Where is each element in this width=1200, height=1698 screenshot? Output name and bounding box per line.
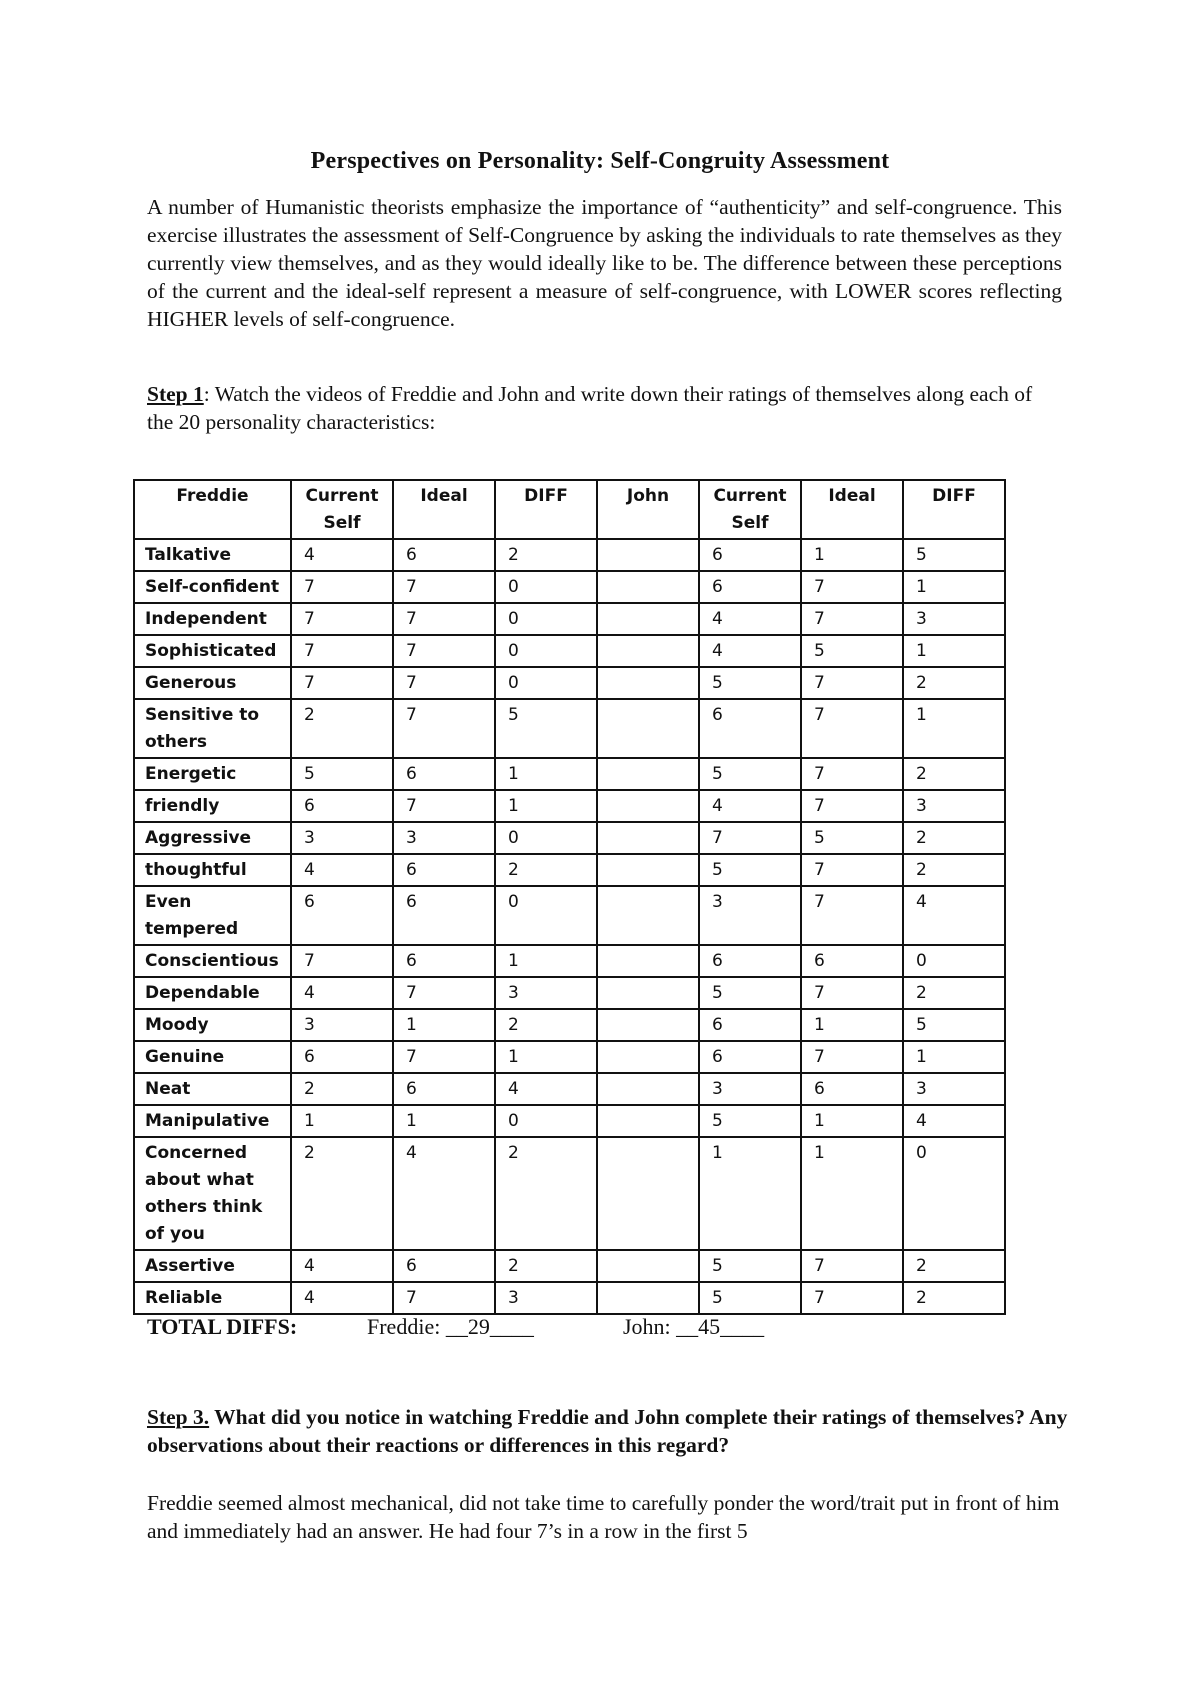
john-diff-cell: 1 bbox=[903, 1041, 1005, 1073]
freddie-current-cell: 7 bbox=[291, 667, 393, 699]
john-cell bbox=[597, 1073, 699, 1105]
freddie-current-cell: 6 bbox=[291, 790, 393, 822]
john-ideal-cell: 7 bbox=[801, 1250, 903, 1282]
table-row bbox=[134, 1282, 1005, 1314]
freddie-ideal-cell: 1 bbox=[393, 1009, 495, 1041]
john-current-cell: 5 bbox=[699, 1105, 801, 1137]
john-ideal-cell: 1 bbox=[801, 1105, 903, 1137]
freddie-diff-cell: 0 bbox=[495, 822, 597, 854]
trait-cell: Reliable bbox=[134, 1282, 291, 1314]
freddie-diff-cell: 2 bbox=[495, 1009, 597, 1041]
john-ideal-cell: 6 bbox=[801, 945, 903, 977]
john-current-cell: 4 bbox=[699, 635, 801, 667]
trait-cell: Concerned about what others think of you bbox=[134, 1137, 291, 1250]
freddie-ideal-cell: 7 bbox=[393, 699, 495, 758]
john-cell bbox=[597, 1137, 699, 1250]
header-john-ideal: Ideal bbox=[801, 480, 903, 539]
trait-cell: Dependable bbox=[134, 977, 291, 1009]
john-diff-cell: 2 bbox=[903, 854, 1005, 886]
freddie-ideal-cell: 7 bbox=[393, 571, 495, 603]
freddie-diff-cell: 0 bbox=[495, 603, 597, 635]
trait-cell: Genuine bbox=[134, 1041, 291, 1073]
freddie-current-cell: 6 bbox=[291, 1041, 393, 1073]
freddie-diff-cell: 0 bbox=[495, 886, 597, 945]
john-diff-cell: 4 bbox=[903, 1105, 1005, 1137]
john-cell bbox=[597, 635, 699, 667]
freddie-current-cell: 2 bbox=[291, 1073, 393, 1105]
freddie-current-cell: 4 bbox=[291, 977, 393, 1009]
john-current-cell: 6 bbox=[699, 699, 801, 758]
john-ideal-cell: 7 bbox=[801, 667, 903, 699]
john-ideal-cell: 7 bbox=[801, 854, 903, 886]
freddie-diff-cell: 1 bbox=[495, 1041, 597, 1073]
john-ideal-cell: 1 bbox=[801, 1137, 903, 1250]
john-ideal-cell: 7 bbox=[801, 1041, 903, 1073]
table-row bbox=[134, 1009, 1005, 1041]
john-current-cell: 1 bbox=[699, 1137, 801, 1250]
john-current-cell: 5 bbox=[699, 977, 801, 1009]
total-diffs-line bbox=[147, 1314, 764, 1340]
table-row bbox=[134, 603, 1005, 635]
freddie-diff-cell: 0 bbox=[495, 635, 597, 667]
john-diff-cell: 5 bbox=[903, 1009, 1005, 1041]
john-diff-cell: 1 bbox=[903, 635, 1005, 667]
table-row bbox=[134, 790, 1005, 822]
table-row bbox=[134, 699, 1005, 758]
freddie-ideal-cell: 7 bbox=[393, 635, 495, 667]
header-freddie-ideal: Ideal bbox=[393, 480, 495, 539]
table-row bbox=[134, 758, 1005, 790]
freddie-current-cell: 3 bbox=[291, 1009, 393, 1041]
freddie-ideal-cell: 7 bbox=[393, 603, 495, 635]
freddie-current-cell: 5 bbox=[291, 758, 393, 790]
step3-label: Step 3. bbox=[147, 1405, 210, 1429]
table-row bbox=[134, 854, 1005, 886]
table-row bbox=[134, 1105, 1005, 1137]
freddie-ideal-cell: 4 bbox=[393, 1137, 495, 1250]
trait-cell: Manipulative bbox=[134, 1105, 291, 1137]
table-header-row bbox=[134, 480, 1005, 539]
freddie-ideal-cell: 3 bbox=[393, 822, 495, 854]
freddie-diff-cell: 4 bbox=[495, 1073, 597, 1105]
freddie-diff-cell: 2 bbox=[495, 1137, 597, 1250]
john-current-cell: 3 bbox=[699, 886, 801, 945]
freddie-diff-cell: 0 bbox=[495, 571, 597, 603]
freddie-current-cell: 6 bbox=[291, 886, 393, 945]
john-diff-cell: 3 bbox=[903, 790, 1005, 822]
freddie-ideal-cell: 6 bbox=[393, 758, 495, 790]
freddie-diff-cell: 1 bbox=[495, 790, 597, 822]
table-row bbox=[134, 886, 1005, 945]
header-freddie: Freddie bbox=[134, 480, 291, 539]
john-diff-cell: 0 bbox=[903, 945, 1005, 977]
john-cell bbox=[597, 886, 699, 945]
john-ideal-cell: 5 bbox=[801, 822, 903, 854]
john-current-cell: 4 bbox=[699, 603, 801, 635]
john-diff-cell: 3 bbox=[903, 1073, 1005, 1105]
freddie-diff-cell: 0 bbox=[495, 667, 597, 699]
intro-paragraph: A number of Humanistic theorists emphasize the importance of “authenticity” and self-congruence. This exercise illustrates the assessment of Self-Congruence by asking the individuals to rate themselves as they currently view themselves, and as they would ideally like to be. The difference between these perceptions of the current and the ideal-self represent a measure of self-congruence, with LOWER scores reflecting HIGHER levels of self-congruence. bbox=[147, 195, 1062, 331]
freddie-diff-cell: 1 bbox=[495, 758, 597, 790]
freddie-current-cell: 7 bbox=[291, 635, 393, 667]
trait-cell: Moody bbox=[134, 1009, 291, 1041]
john-diff-cell: 1 bbox=[903, 699, 1005, 758]
freddie-current-cell: 4 bbox=[291, 1250, 393, 1282]
john-current-cell: 5 bbox=[699, 1282, 801, 1314]
john-ideal-cell: 7 bbox=[801, 699, 903, 758]
trait-cell: Neat bbox=[134, 1073, 291, 1105]
john-diff-cell: 2 bbox=[903, 758, 1005, 790]
header-john: John bbox=[597, 480, 699, 539]
table-row bbox=[134, 822, 1005, 854]
freddie-ideal-cell: 7 bbox=[393, 790, 495, 822]
step3-answer: Freddie seemed almost mechanical, did not take time to carefully ponder the word/trait put in front of him and immediately had an answer. He had four 7’s in a row in the first 5 bbox=[147, 1491, 1060, 1543]
john-diff-cell: 3 bbox=[903, 603, 1005, 635]
freddie-current-cell: 2 bbox=[291, 699, 393, 758]
john-current-cell: 6 bbox=[699, 1009, 801, 1041]
john-ideal-cell: 7 bbox=[801, 886, 903, 945]
header-freddie-current-self: Current Self bbox=[291, 480, 393, 539]
table-row bbox=[134, 977, 1005, 1009]
step1-instructions bbox=[147, 380, 1062, 436]
john-cell bbox=[597, 571, 699, 603]
john-diff-cell: 0 bbox=[903, 1137, 1005, 1250]
trait-cell: Sophisticated bbox=[134, 635, 291, 667]
john-ideal-cell: 1 bbox=[801, 539, 903, 571]
john-cell bbox=[597, 945, 699, 977]
header-john-current-self: Current Self bbox=[699, 480, 801, 539]
table-row bbox=[134, 1137, 1005, 1250]
john-cell bbox=[597, 699, 699, 758]
freddie-diff-cell: 0 bbox=[495, 1105, 597, 1137]
john-diff-cell: 4 bbox=[903, 886, 1005, 945]
john-current-cell: 5 bbox=[699, 854, 801, 886]
trait-cell: Independent bbox=[134, 603, 291, 635]
freddie-diff-cell: 1 bbox=[495, 945, 597, 977]
john-ideal-cell: 7 bbox=[801, 603, 903, 635]
john-cell bbox=[597, 1282, 699, 1314]
john-ideal-cell: 5 bbox=[801, 635, 903, 667]
trait-cell: Energetic bbox=[134, 758, 291, 790]
trait-cell: thoughtful bbox=[134, 854, 291, 886]
john-current-cell: 4 bbox=[699, 790, 801, 822]
john-current-cell: 5 bbox=[699, 758, 801, 790]
trait-cell: Sensitive to others bbox=[134, 699, 291, 758]
freddie-ideal-cell: 1 bbox=[393, 1105, 495, 1137]
freddie-ideal-cell: 6 bbox=[393, 854, 495, 886]
john-cell bbox=[597, 822, 699, 854]
john-cell bbox=[597, 854, 699, 886]
total-diffs-label: TOTAL DIFFS: bbox=[147, 1314, 298, 1339]
trait-cell: Even tempered bbox=[134, 886, 291, 945]
freddie-diff-cell: 2 bbox=[495, 1250, 597, 1282]
table-row bbox=[134, 667, 1005, 699]
john-current-cell: 5 bbox=[699, 1250, 801, 1282]
john-cell bbox=[597, 1105, 699, 1137]
table-row bbox=[134, 945, 1005, 977]
john-cell bbox=[597, 1041, 699, 1073]
john-ideal-cell: 7 bbox=[801, 790, 903, 822]
freddie-diff-cell: 5 bbox=[495, 699, 597, 758]
john-ideal-cell: 7 bbox=[801, 1282, 903, 1314]
freddie-diff-cell: 2 bbox=[495, 854, 597, 886]
freddie-current-cell: 7 bbox=[291, 603, 393, 635]
john-diff-cell: 2 bbox=[903, 667, 1005, 699]
john-diff-cell: 2 bbox=[903, 977, 1005, 1009]
john-current-cell: 6 bbox=[699, 1041, 801, 1073]
john-current-cell: 3 bbox=[699, 1073, 801, 1105]
john-diff-cell: 2 bbox=[903, 1282, 1005, 1314]
freddie-ideal-cell: 6 bbox=[393, 886, 495, 945]
john-cell bbox=[597, 667, 699, 699]
freddie-ideal-cell: 7 bbox=[393, 667, 495, 699]
john-ideal-cell: 6 bbox=[801, 1073, 903, 1105]
freddie-ideal-cell: 6 bbox=[393, 1250, 495, 1282]
header-freddie-diff: DIFF bbox=[495, 480, 597, 539]
step3-question bbox=[147, 1403, 1077, 1459]
john-total: John: __45____ bbox=[623, 1314, 765, 1339]
john-cell bbox=[597, 758, 699, 790]
header-john-diff: DIFF bbox=[903, 480, 1005, 539]
john-diff-cell: 2 bbox=[903, 822, 1005, 854]
freddie-ideal-cell: 7 bbox=[393, 1041, 495, 1073]
john-diff-cell: 1 bbox=[903, 571, 1005, 603]
john-current-cell: 6 bbox=[699, 539, 801, 571]
john-current-cell: 5 bbox=[699, 667, 801, 699]
freddie-ideal-cell: 6 bbox=[393, 1073, 495, 1105]
trait-cell: Talkative bbox=[134, 539, 291, 571]
freddie-current-cell: 4 bbox=[291, 854, 393, 886]
john-cell bbox=[597, 1009, 699, 1041]
freddie-current-cell: 7 bbox=[291, 945, 393, 977]
table-row bbox=[134, 1073, 1005, 1105]
john-diff-cell: 2 bbox=[903, 1250, 1005, 1282]
trait-cell: Conscientious bbox=[134, 945, 291, 977]
table-row bbox=[134, 1041, 1005, 1073]
freddie-ideal-cell: 6 bbox=[393, 945, 495, 977]
step1-text: : Watch the videos of Freddie and John and write down their ratings of themselves along each of the 20 personality characteristics: bbox=[147, 382, 1033, 434]
john-cell bbox=[597, 1250, 699, 1282]
table-row bbox=[134, 539, 1005, 571]
john-diff-cell: 5 bbox=[903, 539, 1005, 571]
table-row bbox=[134, 1250, 1005, 1282]
freddie-current-cell: 3 bbox=[291, 822, 393, 854]
john-cell bbox=[597, 539, 699, 571]
john-current-cell: 6 bbox=[699, 571, 801, 603]
freddie-current-cell: 7 bbox=[291, 571, 393, 603]
john-ideal-cell: 7 bbox=[801, 571, 903, 603]
ratings-table bbox=[133, 479, 1006, 1315]
freddie-ideal-cell: 6 bbox=[393, 539, 495, 571]
john-ideal-cell: 7 bbox=[801, 977, 903, 1009]
freddie-ideal-cell: 7 bbox=[393, 1282, 495, 1314]
table-row bbox=[134, 571, 1005, 603]
trait-cell: Assertive bbox=[134, 1250, 291, 1282]
freddie-diff-cell: 3 bbox=[495, 977, 597, 1009]
freddie-current-cell: 1 bbox=[291, 1105, 393, 1137]
trait-cell: Self-confident bbox=[134, 571, 291, 603]
freddie-diff-cell: 3 bbox=[495, 1282, 597, 1314]
step3-text: What did you notice in watching Freddie and John complete their ratings of themselves? Any observations about their reactions or differences in this regard? bbox=[147, 1405, 1068, 1457]
freddie-ideal-cell: 7 bbox=[393, 977, 495, 1009]
freddie-total: Freddie: __29____ bbox=[367, 1314, 534, 1339]
table-row bbox=[134, 635, 1005, 667]
freddie-diff-cell: 2 bbox=[495, 539, 597, 571]
trait-cell: friendly bbox=[134, 790, 291, 822]
john-cell bbox=[597, 603, 699, 635]
john-cell bbox=[597, 790, 699, 822]
john-ideal-cell: 7 bbox=[801, 758, 903, 790]
freddie-current-cell: 2 bbox=[291, 1137, 393, 1250]
page-title: Perspectives on Personality: Self-Congruity Assessment bbox=[310, 148, 890, 174]
step1-label: Step 1 bbox=[147, 382, 204, 406]
trait-cell: Generous bbox=[134, 667, 291, 699]
john-current-cell: 6 bbox=[699, 945, 801, 977]
freddie-current-cell: 4 bbox=[291, 539, 393, 571]
john-cell bbox=[597, 977, 699, 1009]
trait-cell: Aggressive bbox=[134, 822, 291, 854]
john-ideal-cell: 1 bbox=[801, 1009, 903, 1041]
john-current-cell: 7 bbox=[699, 822, 801, 854]
freddie-current-cell: 4 bbox=[291, 1282, 393, 1314]
